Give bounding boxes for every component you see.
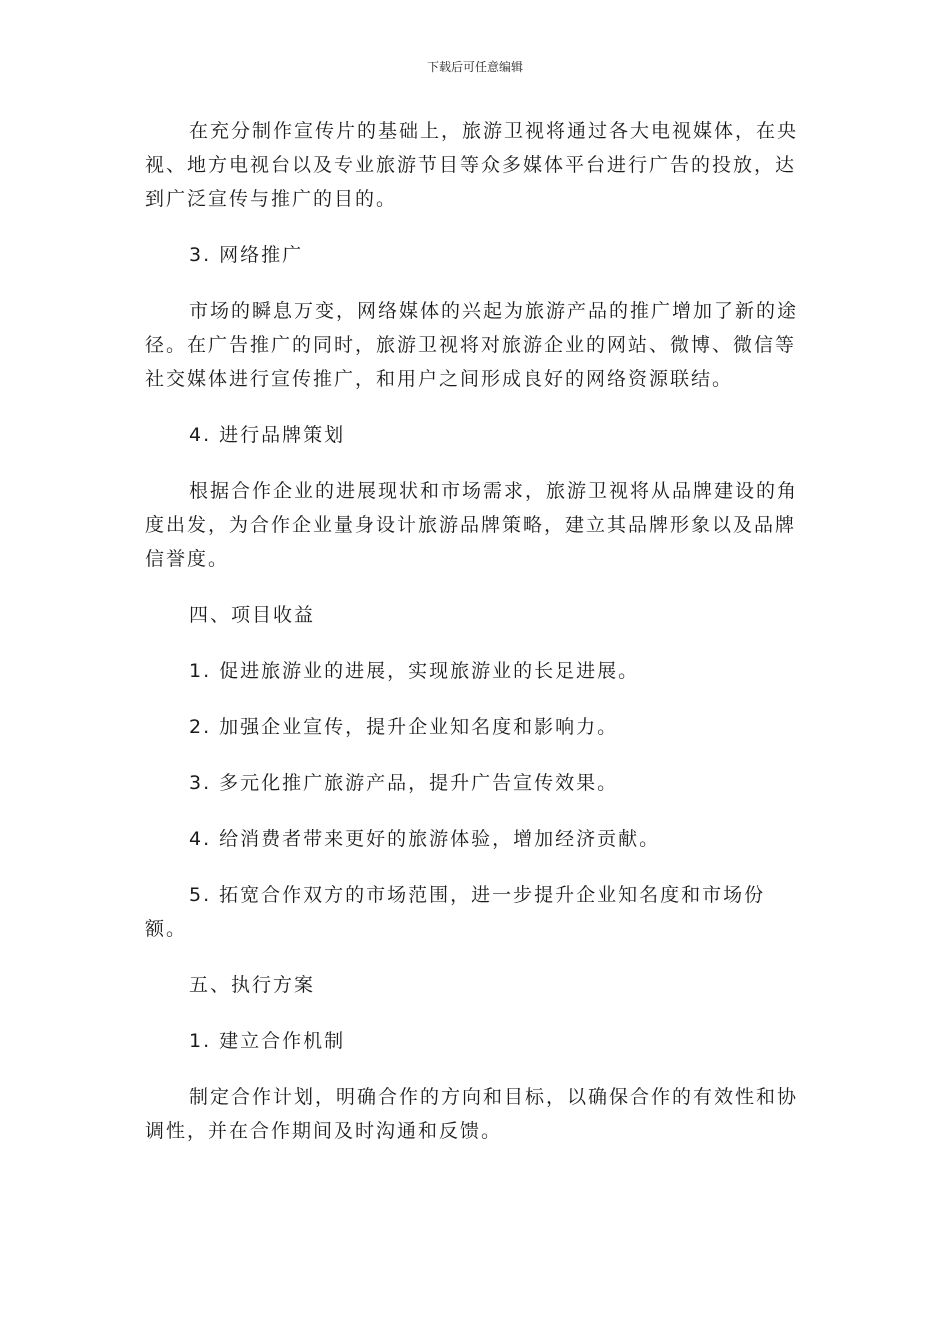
paragraph-promo-tv: 在充分制作宣传片的基础上，旅游卫视将通过各大电视媒体，在央视、地方电视台以及专业旅游节目等众多媒体平台进行广告的投放，达到广泛宣传与推广的目的。 (145, 120, 799, 210)
benefit-item-2: 2. 加强企业宣传，提升企业知名度和影响力。 (189, 716, 619, 738)
heading-network-promotion: 3. 网络推广 (189, 244, 304, 266)
benefit-item-1: 1. 促进旅游业的进展，实现旅游业的长足进展。 (189, 660, 640, 682)
document-body (145, 114, 805, 1148)
paragraph-network-promotion: 市场的瞬息万变，网络媒体的兴起为旅游产品的推广增加了新的途径。在广告推广的同时，旅游卫视将对旅游企业的网站、微博、微信等社交媒体进行宣传推广，和用户之间形成良好的网络资源联结。 (145, 300, 799, 390)
page-header: 下载后可任意编辑 (426, 60, 523, 74)
benefit-item-5: 5. 拓宽合作双方的市场范围，进一步提升企业知名度和市场份额。 (145, 884, 766, 940)
heading-brand-planning: 4. 进行品牌策划 (189, 424, 346, 446)
benefit-item-4: 4. 给消费者带来更好的旅游体验，增加经济贡献。 (189, 828, 661, 850)
heading-cooperation-mechanism: 1. 建立合作机制 (189, 1030, 346, 1052)
heading-execution-plan: 五、执行方案 (189, 974, 316, 996)
paragraph-brand-planning: 根据合作企业的进展现状和市场需求，旅游卫视将从品牌建设的角度出发，为合作企业量身设计旅游品牌策略，建立其品牌形象以及品牌信誉度。 (145, 480, 799, 570)
heading-project-benefits: 四、项目收益 (189, 604, 316, 626)
paragraph-cooperation-plan: 制定合作计划，明确合作的方向和目标，以确保合作的有效性和协调性，并在合作期间及时沟通和反馈。 (145, 1086, 799, 1142)
benefit-item-3: 3. 多元化推广旅游产品，提升广告宣传效果。 (189, 772, 619, 794)
